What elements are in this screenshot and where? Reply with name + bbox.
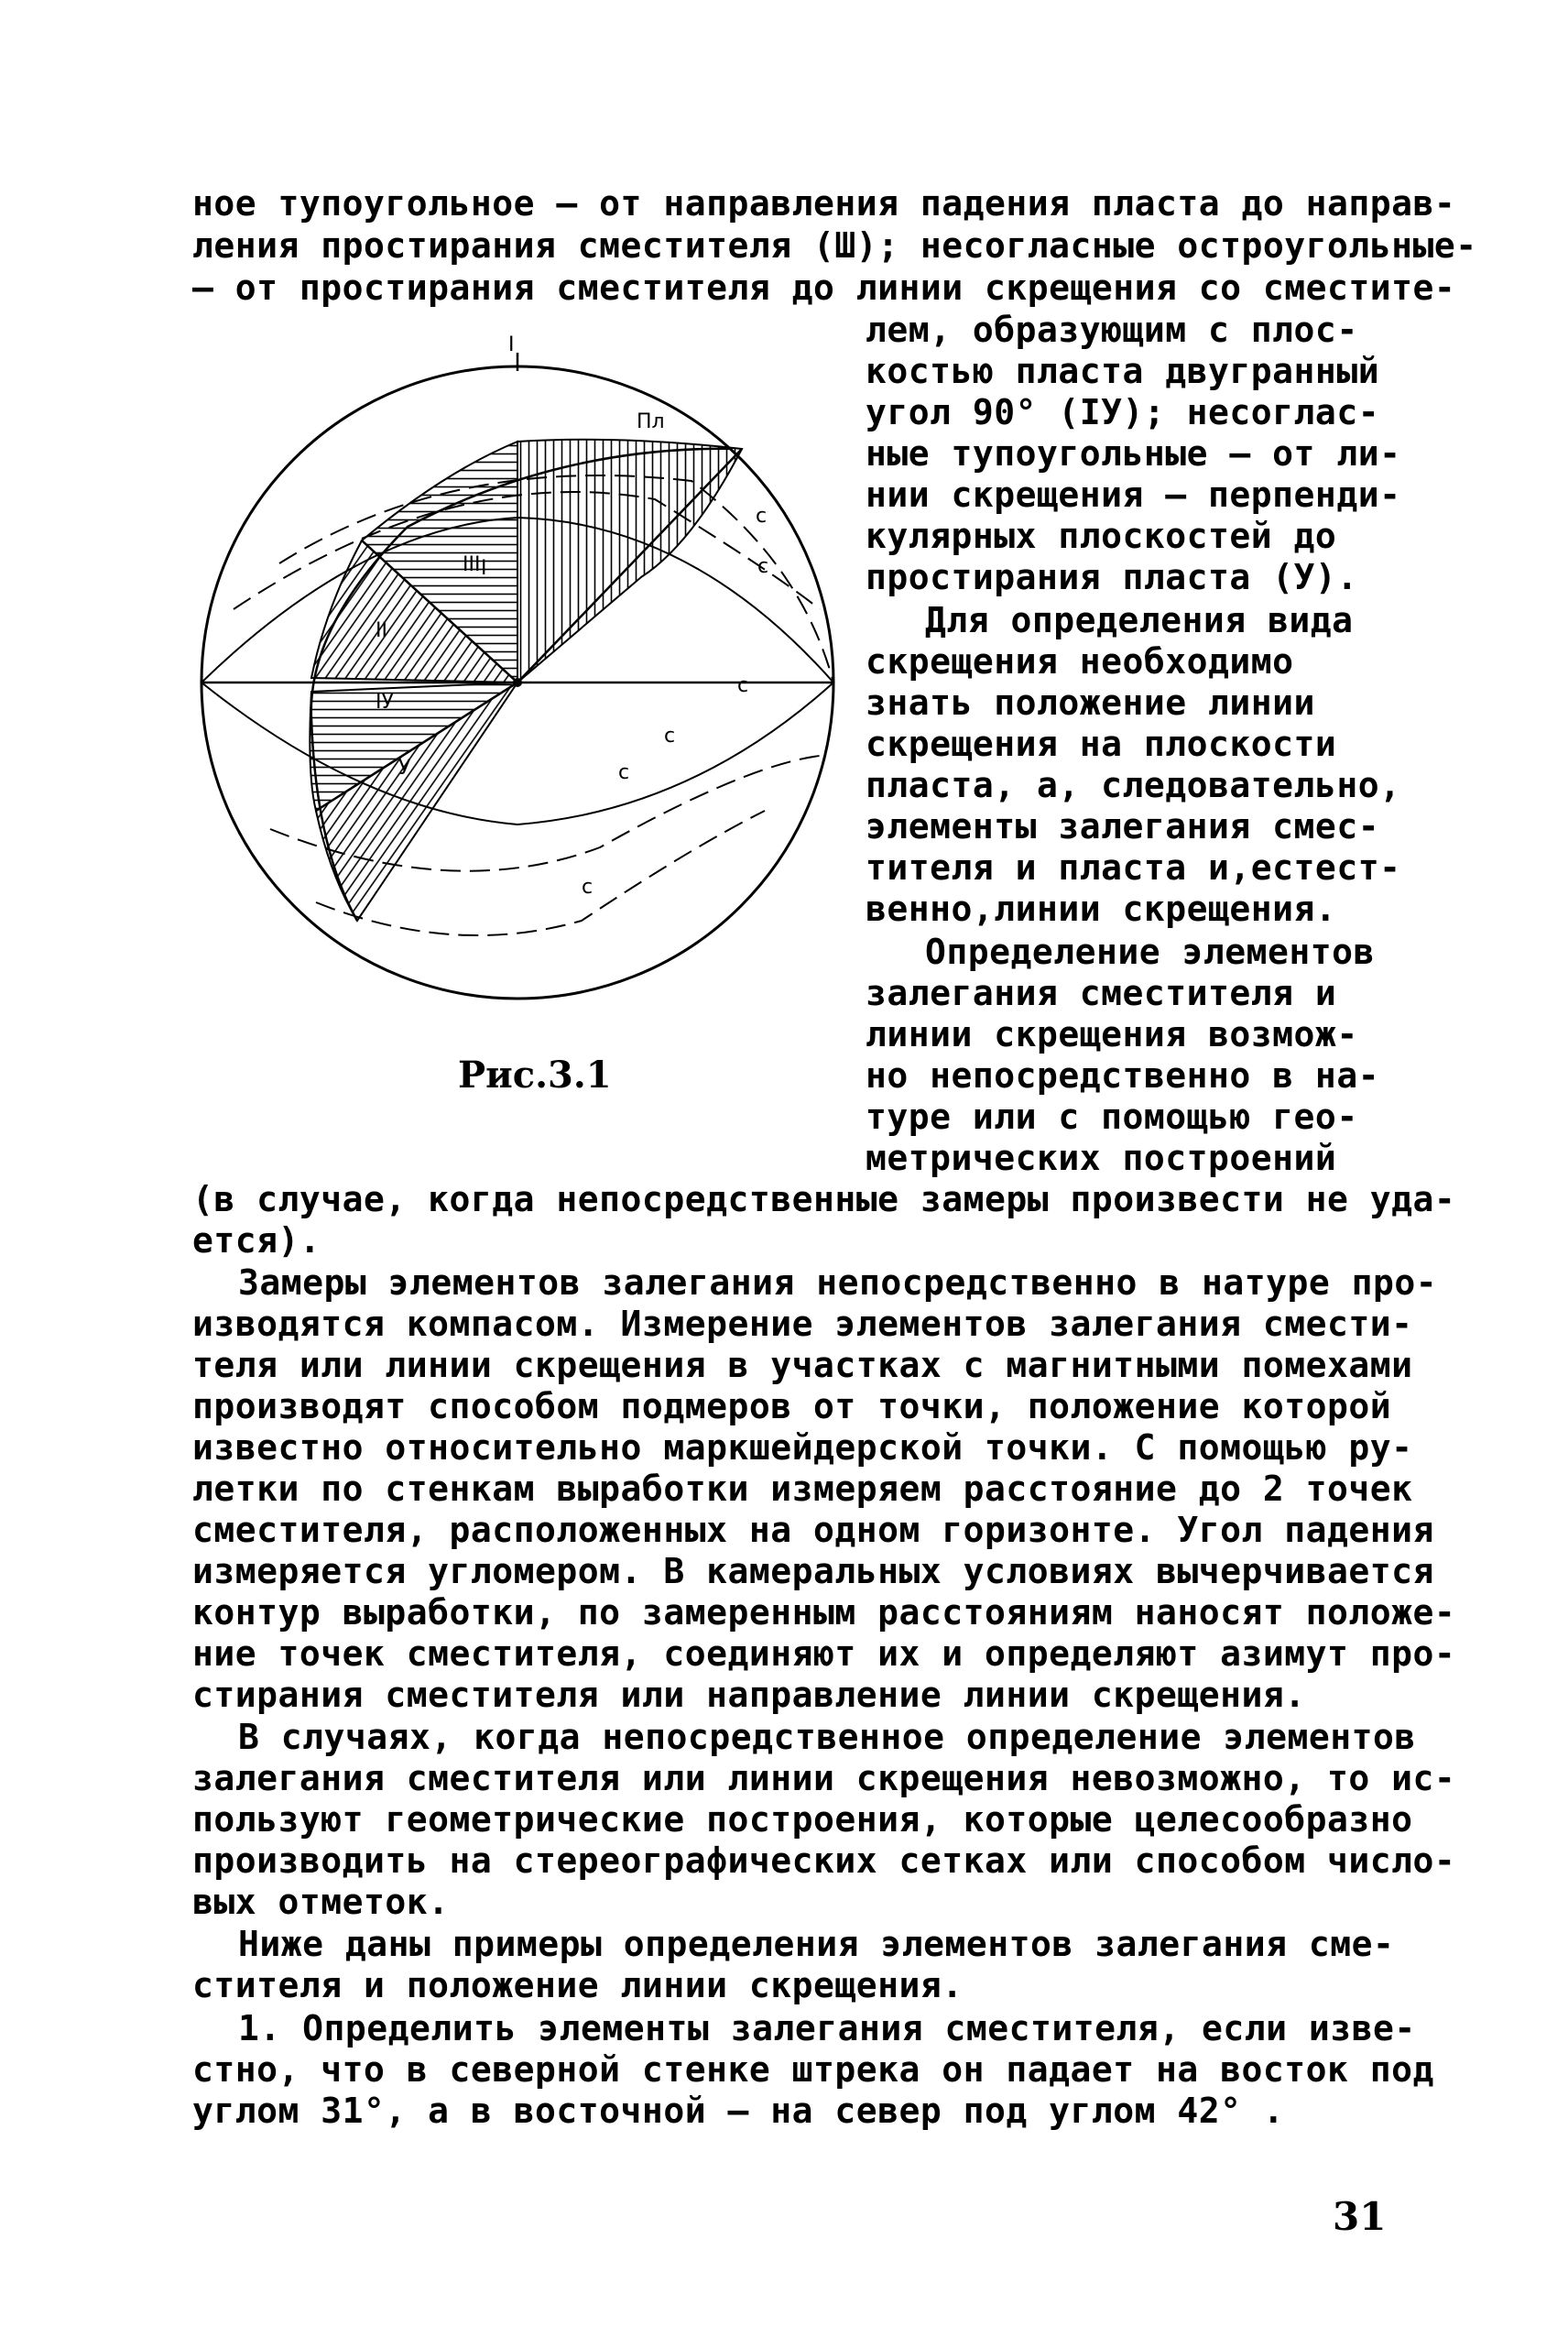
text-line: тителя и пласта и,естест-: [866, 847, 1401, 888]
line-label-c: с: [737, 674, 749, 697]
figure-3-1: [179, 334, 856, 1043]
text-line: метрических построений: [866, 1138, 1337, 1178]
page-number: 31: [1333, 2194, 1387, 2239]
text-line: ное тупоугольное – от направления падения пласта до направ-: [192, 183, 1456, 224]
sector-label-u: У: [398, 757, 411, 780]
text-line: ления простирания сместителя (Ш); несогласные остроугольные-: [192, 225, 1477, 266]
text-line: стителя и положение линии скрещения.: [192, 1965, 964, 2005]
text-line: (в случае, когда непосредственные замеры произвести не уда-: [192, 1179, 1456, 1219]
text-line: Замеры элементов залегания непосредственно в натуре про-: [238, 1262, 1438, 1303]
text-line: знать положение линии: [866, 683, 1315, 723]
plane-label: Пл: [637, 410, 665, 433]
text-line: ние точек сместителя, соединяют их и определяют азимут про-: [192, 1633, 1456, 1674]
text-line: летки по стенкам выработки измеряем расстояние до 2 точек: [192, 1469, 1413, 1509]
text-line: пользуют геометрические построения, которые целесообразно: [192, 1799, 1413, 1840]
equator-arc-lower: [201, 683, 833, 824]
text-line: измеряется угломером. В камеральных условиях вычерчивается: [192, 1551, 1434, 1591]
line-label-c: с: [618, 761, 630, 784]
text-line: изводятся компасом. Измерение элементов залегания смести-: [192, 1304, 1413, 1344]
text-line: кулярных плоскостей до: [866, 516, 1337, 556]
text-line: ные тупоугольные – от ли-: [866, 433, 1401, 474]
text-line: Определение элементов: [925, 932, 1375, 972]
text-line: Для определения вида: [925, 600, 1354, 640]
center-point: [513, 678, 522, 687]
text-line: производить на стереографических сетках или способом число-: [192, 1840, 1456, 1881]
text-line: 1. Определить элементы залегания сместителя, если изве-: [238, 2008, 1416, 2048]
text-line: стирания сместителя или направление линии скрещения.: [192, 1675, 1306, 1715]
text-line: производят способом подмеров от точки, положение которой: [192, 1386, 1392, 1426]
text-line: теля или линии скрещения в участках с магнитными помехами: [192, 1345, 1413, 1385]
text-line: сместителя, расположенных на одном горизонте. Угол падения: [192, 1510, 1434, 1550]
text-line: элементы залегания смес-: [866, 806, 1380, 846]
text-line: лем, образующим с плос-: [866, 310, 1358, 350]
sector-label-i: I: [481, 557, 487, 580]
sector-label-iii: III: [463, 553, 481, 576]
text-line: пласта, а, следовательно,: [866, 765, 1401, 805]
text-line: угол 90° (IУ); несоглас-: [866, 392, 1380, 432]
text-line: костью пласта двугранный: [866, 351, 1380, 391]
line-label-c: с: [757, 555, 769, 578]
text-line: скрещения необходимо: [866, 641, 1294, 682]
text-line: залегания сместителя и: [866, 973, 1337, 1013]
text-line: контур выработки, по замеренным расстояниям наносят положе-: [192, 1592, 1456, 1633]
text-line: туре или с помощью гео-: [866, 1097, 1358, 1137]
text-line: известно относительно маркшейдерской точки. С помощью ру-: [192, 1427, 1413, 1468]
text-line: простирания пласта (У).: [866, 557, 1358, 597]
text-line: углом 31°, а в восточной – на север под углом 42° .: [192, 2091, 1285, 2131]
text-line: нии скрещения – перпенди-: [866, 475, 1401, 515]
sector-label-iu: IУ: [376, 691, 394, 714]
line-label-c: с: [756, 505, 768, 528]
text-line: венно,линии скрещения.: [866, 889, 1337, 929]
text-line: ется).: [192, 1220, 321, 1261]
text-line: вых отметок.: [192, 1882, 450, 1922]
text-line: Ниже даны примеры определения элементов залегания сме-: [238, 1924, 1395, 1964]
text-line: линии скрещения возмож-: [866, 1014, 1358, 1054]
figure-caption: Рис.3.1: [458, 1054, 612, 1097]
text-line: В случаях, когда непосредственное определение элементов: [238, 1717, 1416, 1757]
sector-label-ii: II: [376, 619, 387, 642]
line-label-c: с: [664, 725, 676, 748]
north-mark: I: [508, 334, 515, 356]
text-line: скрещения на плоскости: [866, 724, 1337, 764]
text-line: стно, что в северной стенке штрека он падает на восток под: [192, 2049, 1434, 2090]
text-line: – от простирания сместителя до линии скрещения со сместите-: [192, 268, 1456, 308]
text-line: но непосредственно в на-: [866, 1055, 1380, 1096]
line-label-c: с: [582, 876, 593, 899]
stereographic-net-diagram: [179, 334, 856, 1040]
text-line: залегания сместителя или линии скрещения невозможно, то ис-: [192, 1758, 1456, 1798]
